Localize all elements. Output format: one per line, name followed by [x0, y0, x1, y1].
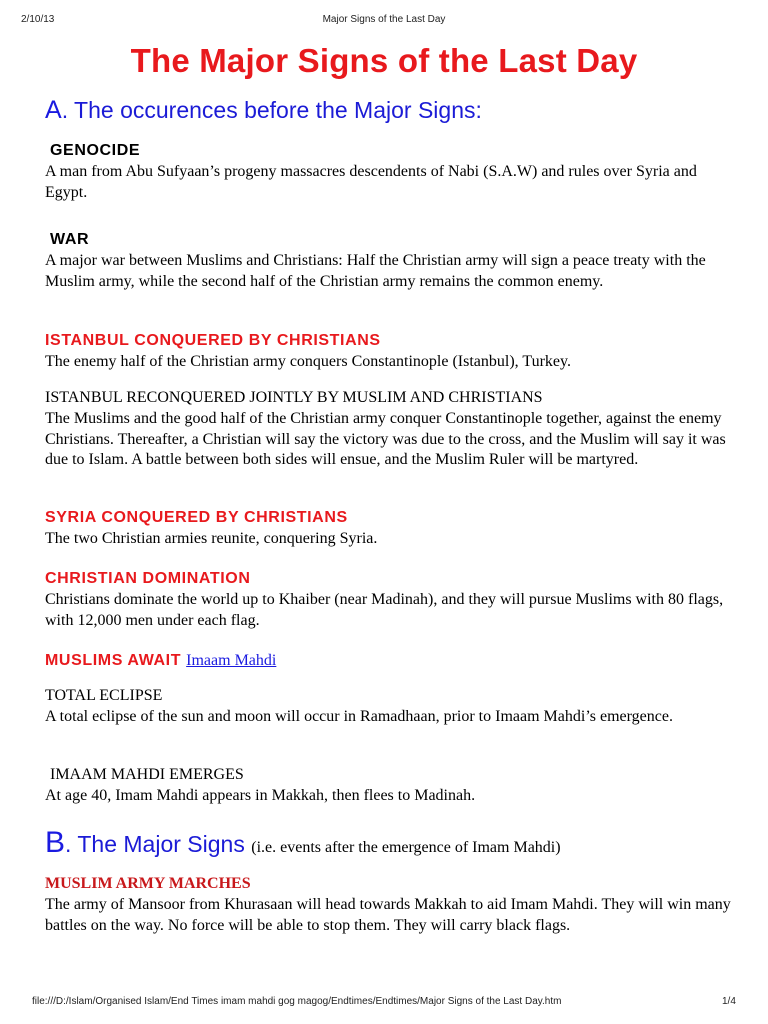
item-heading: SYRIA CONQUERED BY CHRISTIANS	[45, 509, 348, 526]
section-a-heading	[45, 96, 482, 125]
section-b-note: (i.e. events after the emergence of Imam Mahdi)	[251, 839, 561, 856]
item-heading: CHRISTIAN DOMINATION	[45, 570, 251, 587]
item-heading: WAR	[50, 231, 90, 248]
item-heading: MUSLIM ARMY MARCHES	[45, 875, 251, 892]
item-muslim-army-marches	[45, 873, 735, 936]
print-title: Major Signs of the Last Day	[322, 14, 446, 25]
item-genocide	[45, 140, 735, 203]
item-body: The army of Mansoor from Khurasaan will head towards Makkah to aid Imam Mahdi. They will win many battles on the way. No force will be able to stop them. They will carry black flags.	[45, 896, 731, 934]
item-heading: IMAAM MAHDI EMERGES	[50, 766, 244, 783]
item-body: A major war between Muslims and Christians: Half the Christian army will sign a peace treaty with the Muslim army, while the second half of the Christian army remains the common enemy.	[45, 252, 706, 290]
item-total-eclipse	[45, 685, 735, 728]
item-heading: ISTANBUL RECONQUERED JOINTLY BY MUSLIM AND CHRISTIANS	[45, 389, 543, 406]
item-body: The enemy half of the Christian army conquers Constantinople (Istanbul), Turkey.	[45, 353, 571, 370]
section-a-letter: A	[45, 96, 62, 124]
item-imaam-mahdi-emerges	[45, 764, 735, 807]
item-istanbul-conquered	[45, 330, 735, 373]
item-syria-conquered	[45, 507, 735, 550]
item-body: The Muslims and the good half of the Christian army conquer Constantinople together, against the enemy Christians. Thereafter, a Christian will say the victory was due to the cross, and the Muslim will say it was due to Islam. A battle between both sides will ensue, and the Muslim Ruler will be martyred.	[45, 410, 726, 468]
item-heading: ISTANBUL CONQUERED BY CHRISTIANS	[45, 332, 381, 349]
section-b-letter: B	[45, 826, 66, 859]
item-body: A total eclipse of the sun and moon will occur in Ramadhaan, prior to Imaam Mahdi’s emergence.	[45, 708, 673, 725]
item-body: The two Christian armies reunite, conquering Syria.	[45, 530, 378, 547]
item-body: A man from Abu Sufyaan’s progeny massacres descendents of Nabi (S.A.W) and rules over Syria and Egypt.	[45, 163, 697, 201]
item-heading: TOTAL ECLIPSE	[45, 687, 163, 704]
item-heading	[45, 650, 735, 672]
item-body: Christians dominate the world up to Khaiber (near Madinah), and they will pursue Muslims with 80 flags, with 12,000 men under each flag.	[45, 591, 724, 629]
item-heading-text: MUSLIMS AWAIT	[45, 652, 182, 669]
item-muslims-await	[45, 650, 735, 672]
section-a-text: . The occurences before the Major Signs:	[61, 97, 482, 123]
page-title: The Major Signs of the Last Day	[130, 42, 638, 79]
item-istanbul-reconquered	[45, 387, 735, 471]
print-date: 2/10/13	[21, 14, 55, 25]
item-body: At age 40, Imam Mahdi appears in Makkah, then flees to Madinah.	[45, 787, 476, 804]
section-b-text: . The Major Signs	[65, 831, 245, 857]
print-page-number: 1/4	[722, 996, 736, 1007]
print-file-path: file:///D:/Islam/Organised Islam/End Times imam mahdi gog magog/Endtimes/Endtimes/Major Signs of the Last Day.htm	[32, 996, 562, 1007]
item-christian-domination	[45, 568, 735, 631]
item-heading: GENOCIDE	[50, 142, 141, 159]
imaam-mahdi-link[interactable]: Imaam Mahdi	[186, 652, 277, 669]
section-b-heading	[45, 826, 561, 860]
item-war	[45, 229, 735, 292]
